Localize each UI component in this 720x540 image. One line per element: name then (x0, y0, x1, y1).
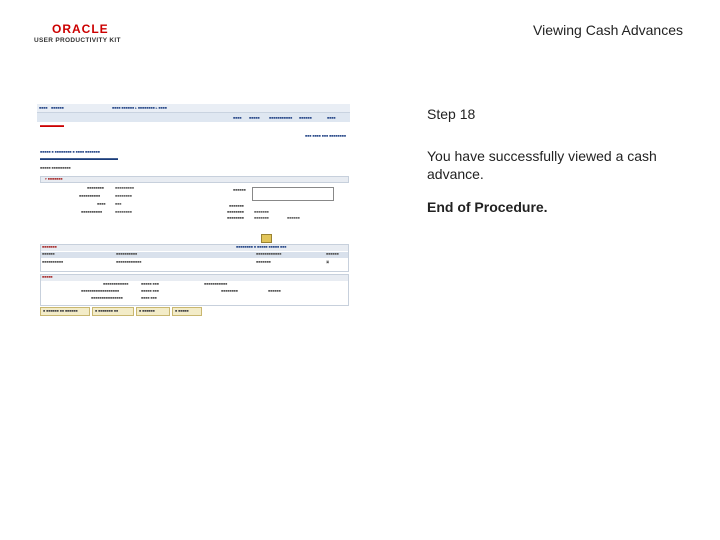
app-total-row: ■■■■■■■■■■■■■■■■■■ ■■■■■ ■■■ ■■■■■■■■ ■■■■■■ (81, 289, 281, 293)
app-oracle-logo: ▬▬▬▬ (40, 123, 64, 129)
app-totals-grid (40, 274, 349, 306)
app-top-links: ■■■ ■■■■ ■■■ ■■■■■■■■ (305, 134, 346, 138)
app-nav-bar: ■■■■ ■■■■■ ■■■■■■■■■■■ ■■■■■■ ■■■■ (37, 113, 350, 122)
app-previous-button: ■ ■■■■■■■ ■■ (92, 307, 134, 316)
app-next-button: ■ ■■■■■■ (136, 307, 170, 316)
app-field-label: ■■■■■■ (233, 188, 246, 192)
attachment-icon (261, 234, 272, 243)
app-details-grid (40, 244, 349, 272)
oracle-logo-text: ORACLE (52, 22, 109, 36)
step-description: You have successfully viewed a cash advance. (427, 148, 657, 182)
app-field-value: ■■■■■■ (287, 216, 300, 220)
app-grid-row: ■■■■■■■■■■ ■■■■■■■■■■■■ ■■■■■■■ ▣ (41, 260, 330, 264)
app-field-value: ■■■■■■■ (254, 210, 269, 214)
page-title: Viewing Cash Advances (533, 22, 683, 38)
app-field-label: ■■■■ (97, 202, 106, 206)
app-field-value: ■■■■■■■■■ (115, 186, 135, 190)
upk-logo-text: USER PRODUCTIVITY KIT (34, 37, 121, 44)
app-return-button: ■ ■■■■■■ ■■ ■■■■■■ (40, 307, 90, 316)
app-total-row: ■■■■■■■■■■■■■■■ ■■■■ ■■■ (91, 296, 157, 300)
app-field-label: ■■■■■■■■ (87, 186, 104, 190)
app-grid-header: ■■■■■■ ■■■■■■■■■■ ■■■■■■■■■■■■ ■■■■■■ (41, 252, 348, 258)
app-total-row: ■■■■■■■■■■■■ ■■■■■ ■■■ ■■■■■■■■■■■ (103, 282, 228, 286)
app-general-info-section: ▾ ■■■■■■■ (40, 176, 349, 183)
app-field-label: ■■■■■■■■ (227, 216, 244, 220)
app-field-label: ■■■■■■■■ (227, 210, 244, 214)
app-grid-title: ■■■■■ (41, 275, 348, 281)
app-comments-box (252, 187, 334, 201)
app-field-value: ■■■■■■■ (254, 216, 269, 220)
app-breadcrumb: ■■■■■ ■ ■■■■■■■■ ■ ■■■■ ■■■■■■■ (40, 150, 100, 154)
app-field-label: ■■■■■■■■■■ (81, 210, 103, 214)
app-page-heading: ▬▬▬▬▬▬▬▬▬▬▬▬▬ (40, 156, 118, 162)
app-field-value: ■■■■■■■■ (115, 194, 132, 198)
app-grid-title: ■■■■■■■ ■■■■■■■■ ■ ■■■■■ ■■■■■ ■■■ (41, 245, 348, 251)
app-field-label: ■■■■■■■ (229, 204, 244, 208)
app-button-bar (40, 307, 347, 316)
app-field-value: ■■■■■■■■ (115, 210, 132, 214)
app-menu-bar: ■■■■ ■■■■■■ ■■■■ ■■■■■■ ▸ ■■■■■■■■ ▸ ■■■■ (37, 104, 350, 113)
app-field-label: ■■■■■■■■■■ (79, 194, 101, 198)
app-subheading: ■■■■■ ■■■■■■■■■ (40, 166, 71, 170)
step-number: Step 18 (427, 106, 476, 122)
end-of-procedure: End of Procedure. (427, 199, 548, 215)
app-field-value: ■■■ (115, 202, 122, 206)
application-screenshot (37, 104, 350, 319)
oracle-upk-logo (34, 22, 124, 48)
app-notify-button: ■ ■■■■■ (172, 307, 202, 316)
